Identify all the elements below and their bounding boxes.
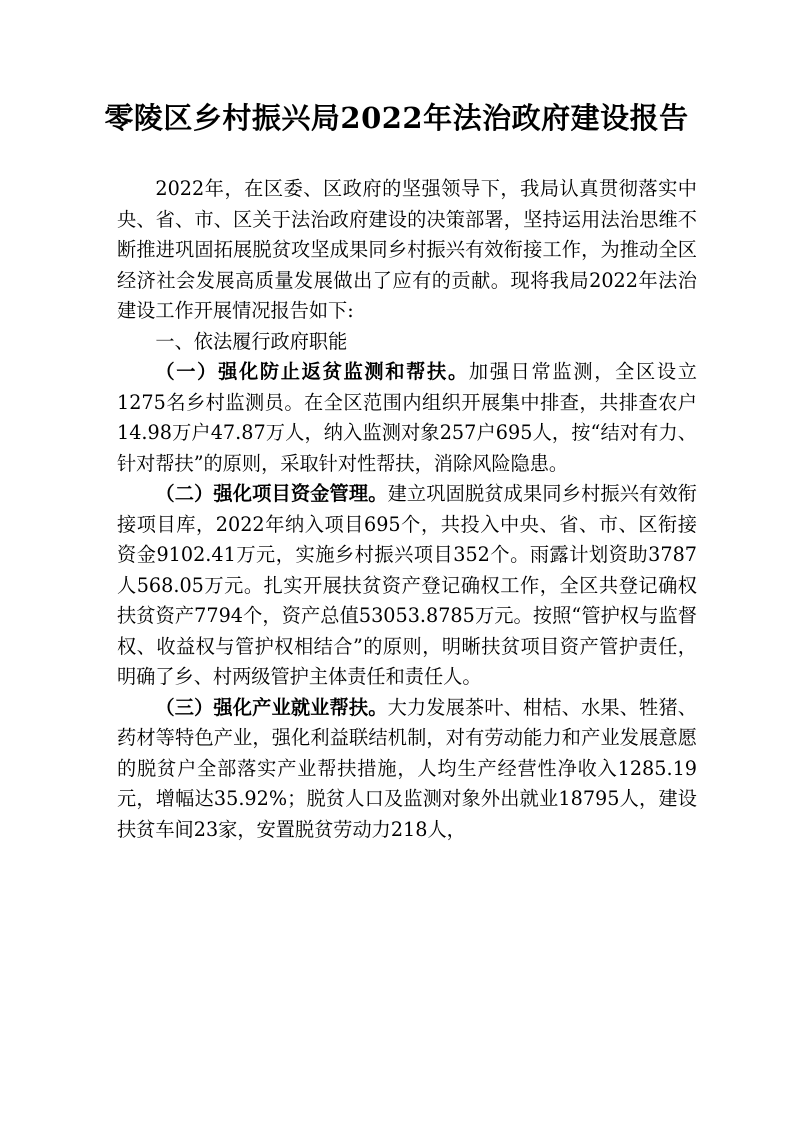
item-3-text: 大力发展茶叶、柑桔、水果、牲猪、药材等特色产业，强化利益联结机制，对有劳动能力和产业发展意愿的脱贫户全部落实产业帮扶措施，人均生产经营性净收入1285.19元，增幅达35.92%；脱贫人口及监测对象外出就业18795人，建设扶贫车间23家，安置脱贫劳动力218人， [117,695,697,841]
document-title: 零陵区乡村振兴局2022年法治政府建设报告 [104,101,689,135]
item-1-text: 加强日常监测，全区设立1275名乡村监测员。在全区范围内组织开展集中排查，共排查农户14.98万户47.87万人，纳入监测对象257户695人，按“结对有力、针对帮扶”的原则，采取针对性帮扶，消除风险隐患。 [117,360,697,475]
item-1-paragraph [117,357,697,479]
item-2-text: 建立巩固脱贫成果同乡村振兴有效衔接项目库，2022年纳入项目695个，共投入中央、省、市、区衔接资金9102.41万元，实施乡村振兴项目352个。雨露计划资助3787人568.05万元。扎实开展扶贫资产登记确权工作，全区共登记确权扶贫资产7794个，资产总值53053.8785万元。按照“管护权与监督权、收益权与管护权相结合”的原则，明晰扶贫项目资产管护责任，明确了乡、村两级管护主体责任和责任人。 [117,482,697,688]
item-1-lead: （一）强化防止返贫监测和帮扶。 [155,360,469,383]
item-2-lead: （二）强化项目资金管理。 [155,482,388,505]
section-heading-1: 一、依法履行政府职能 [155,329,348,353]
item-3-paragraph [117,693,697,846]
intro-paragraph: 2022年，在区委、区政府的坚强领导下，我局认真贯彻落实中央、省、市、区关于法治政府建设的决策部署，坚持运用法治思维不断推进巩固拓展脱贫攻坚成果同乡村振兴有效衔接工作，为推动全区经济社会发展高质量发展做出了应有的贡献。现将我局2022年法治建设工作开展情况报告如下: [117,177,697,322]
document-body [117,174,697,845]
item-3-lead: （三）强化产业就业帮扶。 [155,695,388,719]
item-2-paragraph [117,479,697,693]
